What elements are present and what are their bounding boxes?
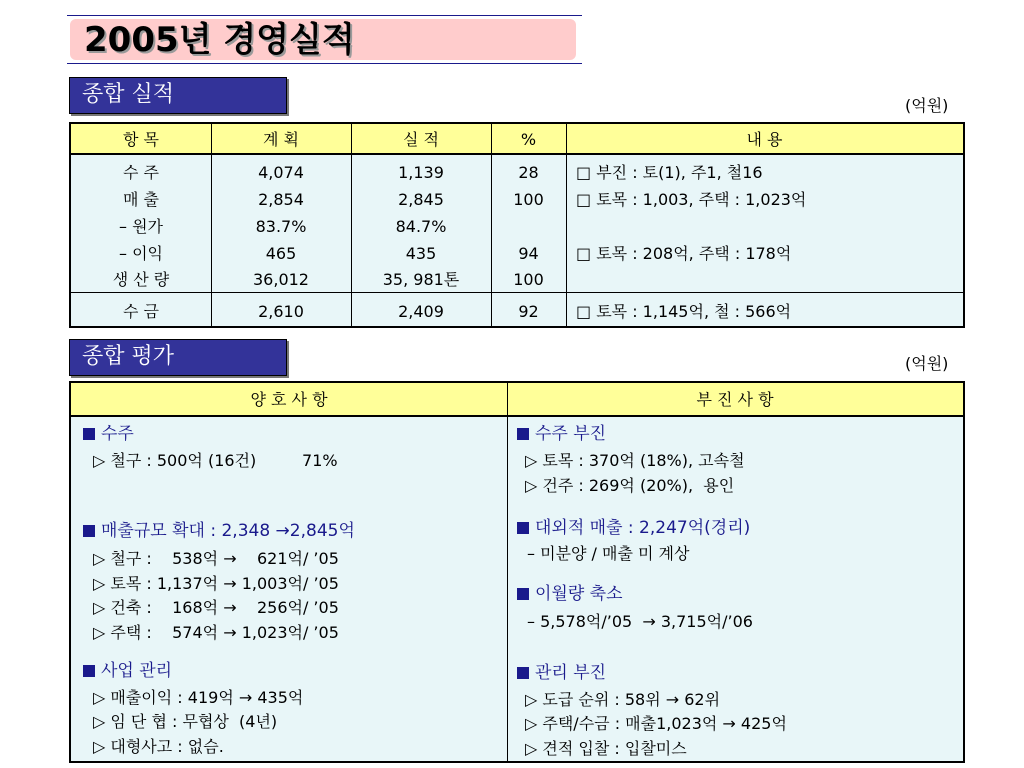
row-divider	[71, 292, 963, 293]
col-divider	[566, 124, 567, 326]
negative-item: ▷ 토목 : 370억 (18%), 고속철	[525, 451, 745, 470]
percent-value: 28	[518, 163, 539, 182]
square-bullet-icon	[83, 665, 95, 677]
negative-item: ▷ 도급 순위 : 58위 → 62위	[525, 690, 721, 709]
actual-value: 35, 981톤	[382, 270, 460, 289]
positive-heading: 수주	[83, 424, 134, 444]
row-label: 수 주	[123, 163, 159, 182]
header-negative: 부 진 사 항	[696, 390, 774, 409]
unit-label: (억원)	[905, 96, 949, 115]
negative-item: ▷ 주택/수금 : 매출1,023억 → 425억	[525, 714, 787, 733]
header-positive: 양 호 사 항	[250, 390, 328, 409]
percent-value: 100	[513, 190, 544, 209]
negative-item: – 5,578억/’05 → 3,715억/’06	[527, 612, 753, 631]
square-bullet-icon	[83, 428, 95, 440]
header-plan: 계 획	[263, 130, 299, 149]
summary-table	[69, 122, 965, 328]
negative-heading: 이월량 축소	[517, 584, 623, 604]
percent-value: 92	[518, 302, 539, 321]
actual-value: 2,409	[398, 302, 444, 321]
square-bullet-icon	[517, 667, 529, 679]
col-divider	[507, 383, 508, 761]
actual-value: 2,845	[398, 190, 444, 209]
plan-value: 2,854	[258, 190, 304, 209]
actual-value: 84.7%	[395, 217, 447, 236]
row-label: 생 산 량	[112, 270, 170, 289]
content-note: □ 부진 : 토(1), 주1, 철16	[576, 163, 763, 182]
section-label-evaluation: 종합 평가	[69, 339, 287, 376]
square-bullet-icon	[517, 588, 529, 600]
unit-label: (억원)	[905, 354, 949, 373]
row-label: – 원가	[119, 217, 163, 236]
positive-item: ▷ 주택 : 574억 → 1,023억/ ’05	[93, 623, 339, 642]
content-note: □ 토목 : 208억, 주택 : 178억	[576, 244, 792, 263]
evaluation-table	[69, 381, 965, 763]
header-percent: %	[520, 130, 537, 149]
actual-value: 435	[405, 244, 437, 263]
positive-item: ▷ 대형사고 : 없슴.	[93, 737, 224, 756]
row-label: 매 출	[123, 190, 159, 209]
positive-item: ▷ 임 단 협 : 무협상 (4년)	[93, 712, 278, 731]
positive-heading: 매출규모 확대 : 2,348 →2,845억	[83, 521, 355, 541]
negative-heading: 대외적 매출 : 2,247억(경리)	[517, 518, 750, 538]
col-divider	[491, 124, 492, 326]
section-label-summary: 종합 실적	[69, 77, 287, 114]
positive-item: ▷ 토목 : 1,137억 → 1,003억/ ’05	[93, 574, 339, 593]
header-content: 내 용	[746, 130, 783, 149]
positive-heading: 사업 관리	[83, 661, 172, 681]
plan-value: 36,012	[253, 270, 309, 289]
negative-item: ▷ 건주 : 269억 (20%), 용인	[525, 476, 735, 495]
square-bullet-icon	[517, 522, 529, 534]
negative-heading: 수주 부진	[517, 424, 606, 444]
percent-value: 100	[513, 270, 544, 289]
title-bottom-rule	[67, 63, 582, 64]
plan-value: 2,610	[258, 302, 304, 321]
negative-heading: 관리 부진	[517, 663, 606, 683]
plan-value: 465	[265, 244, 297, 263]
plan-value: 4,074	[258, 163, 304, 182]
square-bullet-icon	[83, 525, 95, 537]
square-bullet-icon	[517, 428, 529, 440]
positive-item: ▷ 매출이익 : 419억 → 435억	[93, 688, 304, 707]
header-item: 항 목	[123, 130, 159, 149]
title-top-rule	[67, 15, 582, 16]
row-label: – 이익	[119, 244, 163, 263]
negative-item: ▷ 견적 입찰 : 입찰미스	[525, 739, 687, 758]
row-label: 수 금	[123, 302, 159, 321]
page-title: 2005년 경영실적	[84, 20, 355, 60]
positive-item: ▷ 철구 : 538억 → 621억/ ’05	[93, 549, 339, 568]
negative-item: – 미분양 / 매출 미 계상	[527, 544, 690, 563]
positive-item: ▷ 건축 : 168억 → 256억/ ’05	[93, 598, 339, 617]
plan-value: 83.7%	[255, 217, 307, 236]
content-note: □ 토목 : 1,145억, 철 : 566억	[576, 302, 792, 321]
positive-item: ▷ 철구 : 500억 (16건) 71%	[93, 451, 338, 470]
actual-value: 1,139	[398, 163, 444, 182]
header-actual: 실 적	[403, 130, 439, 149]
content-note: □ 토목 : 1,003, 주택 : 1,023억	[576, 190, 807, 209]
percent-value: 94	[518, 244, 539, 263]
